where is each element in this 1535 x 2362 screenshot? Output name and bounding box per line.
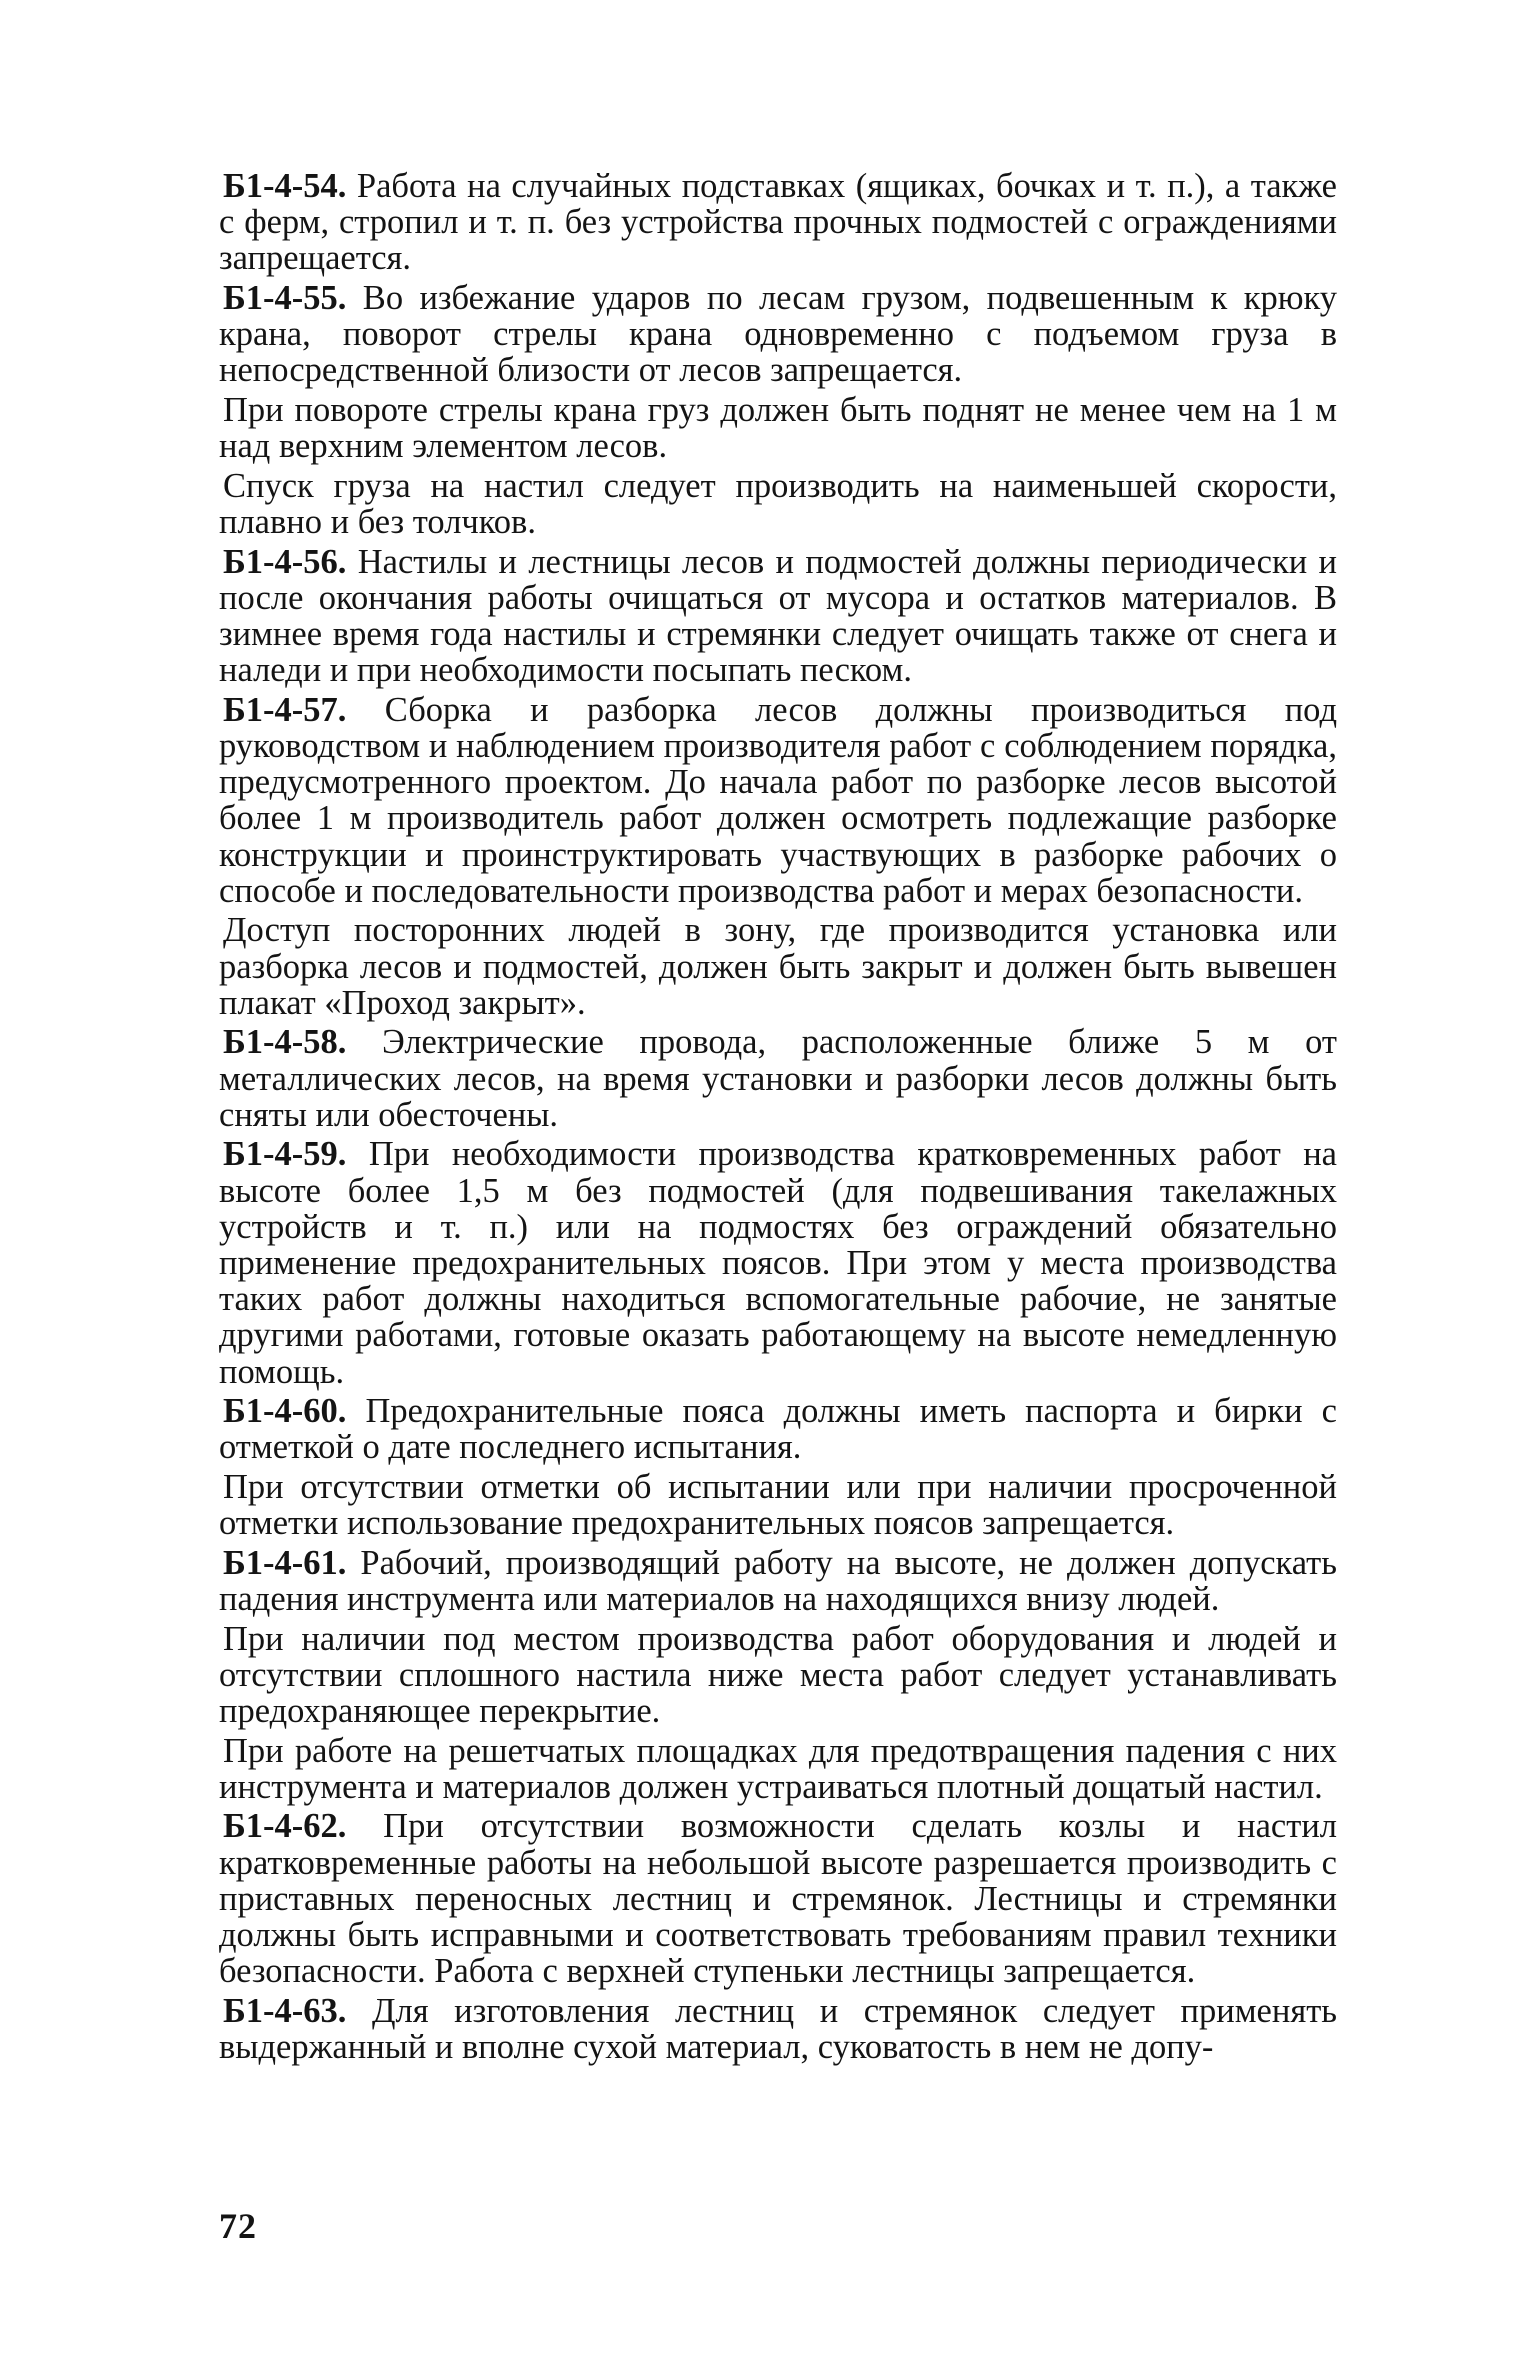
paragraph-text: При отсутствии возможности сделать козлы и настил кратковременные работы на небольшой высоте разрешается производить с приставных переносных лестниц и стремянок. Лестницы и стремянки должны быть исправными и соответствовать требованиям правил техники безопасности. Работа с верхней ступеньки лестницы запрещается. [219,1807,1337,1991]
body-text [219,168,1337,2065]
paragraph-b1-4-60 [219,1393,1337,1465]
clause-code: Б1-4-62. [223,1807,347,1846]
clause-code: Б1-4-54. [223,167,347,205]
paragraph-text: Во избежание ударов по лесам грузом, подвешенным к крюку крана, поворот стрелы крана одновременно с подъемом груза в непосредственной близости от лесов запрещается. [219,279,1337,390]
paragraph-text: Работа на случайных подставках (ящиках, бочках и т. п.), а также с ферм, стропил и т. п. без устройства прочных подмостей с ограждениями запрещается. [219,167,1337,278]
paragraph-text: Спуск груза на настил следует производить на наименьшей скорости, плавно и без толчков. [219,466,1337,541]
paragraph-text: Предохранительные пояса должны иметь паспорта и бирки с отметкой о дате последнего испытания. [219,1392,1337,1467]
clause-code: Б1-4-57. [223,690,347,729]
paragraph-text: При работе на решетчатых площадках для предотвращения падения с них инструмента и материалов должен устраиваться плотный дощатый настил. [219,1731,1337,1806]
document-page [219,168,1337,2065]
paragraph-b1-4-55 [219,280,1337,389]
paragraph-b1-4-54 [219,168,1337,277]
paragraph-text: Доступ посторонних людей в зону, где производится установка или разборка лесов и подмостей, должен быть закрыт и должен быть вывешен плакат «Проход закрыт». [219,911,1337,1022]
clause-code: Б1-4-56. [223,542,347,581]
clause-code: Б1-4-59. [223,1135,347,1174]
paragraph-lattice-platforms [219,1733,1337,1805]
paragraph-text: Рабочий, производящий работу на высоте, не должен допускать падения инструмента или материалов на находящихся внизу людей. [219,1543,1337,1619]
paragraph-text: При необходимости производства кратковременных работ на высоте более 1,5 м без подмостей (для подвешивания такелажных устройств и т. п.) или на подмостях без ограждений обязательно применение предохранительных поясов. При этом у места производства таких работ должны находиться вспомогательные рабочие, не занятые другими работами, готовые оказать работающему на высоте немедленную помощь. [219,1135,1337,1391]
paragraph-text: При наличии под местом производства работ оборудования и людей и отсутствии сплошного настила ниже места работ следует устанавливать предохраняющее перекрытие. [219,1619,1337,1731]
page-number: 72 [219,2206,257,2246]
paragraph-expired-mark [219,1469,1337,1541]
paragraph-crane-turn [219,392,1337,464]
paragraph-b1-4-59 [219,1136,1337,1389]
clause-code: Б1-4-60. [223,1392,347,1431]
clause-code: Б1-4-58. [223,1023,347,1062]
paragraph-b1-4-56 [219,544,1337,689]
paragraph-text: При отсутствии отметки об испытании или при наличии просроченной отметки использование предохранительных поясов запрещается. [219,1468,1337,1543]
paragraph-text: Электрические провода, расположенные ближе 5 м от металлических лесов, на время установки и разборки лесов должны быть сняты или обесточены. [219,1023,1337,1134]
clause-code: Б1-4-61. [223,1543,347,1582]
paragraph-text: Сборка и разборка лесов должны производиться под руководством и наблюдением производителя работ с соблюдением порядка, предусмотренного проектом. До начала работ по разборке лесов высотой более 1 м производитель работ должен осмотреть подлежащие разборке конструкции и проинструктировать участвующих в разборке рабочих о способе и последовательности производства работ и мерах безопасности. [219,690,1337,910]
clause-code: Б1-4-63. [223,1991,347,2030]
clause-code: Б1-4-55. [223,279,347,317]
paragraph-text: Настилы и лестницы лесов и подмостей должны периодически и после окончания работы очищаться от мусора и остатков материалов. В зимнее время года настилы и стремянки следует очищать также от снега и наледи и при необходимости посыпать песком. [219,542,1337,690]
paragraph-b1-4-63 [219,1993,1337,2065]
paragraph-access-closed [219,912,1337,1021]
paragraph-b1-4-58 [219,1024,1337,1133]
paragraph-protective-cover [219,1621,1337,1730]
paragraph-b1-4-61 [219,1545,1337,1617]
paragraph-text: При повороте стрелы крана груз должен быть поднят не менее чем на 1 м над верхним элементом лесов. [219,391,1337,466]
paragraph-b1-4-62 [219,1808,1337,1989]
paragraph-text: Для изготовления лестниц и стремянок следует применять выдержанный и вполне сухой материал, суковатость в нем не допу- [219,1991,1337,2067]
paragraph-b1-4-57 [219,692,1337,909]
paragraph-load-descent [219,468,1337,540]
